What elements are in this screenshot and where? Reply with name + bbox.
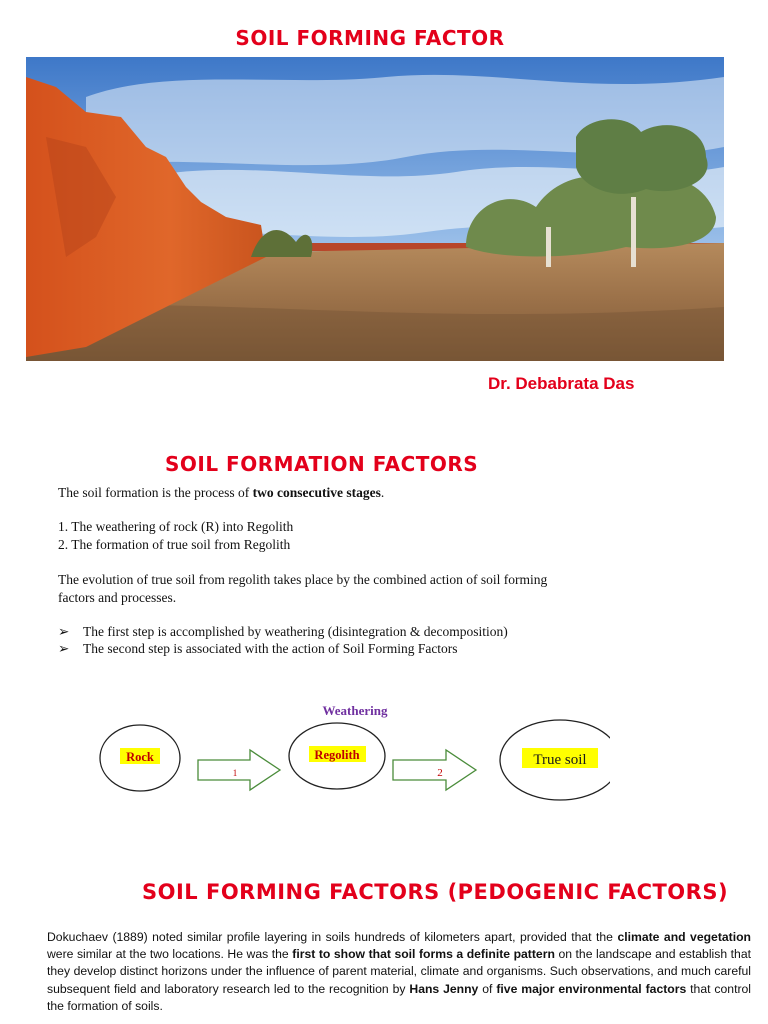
para-text: were similar at the two locations. He was the [47, 947, 293, 962]
evolution-text: The evolution of true soil from regolith takes place by the combined action of soil forming [58, 572, 548, 587]
para-bold: first to show that soil forms a definite pattern [292, 947, 555, 962]
intro-text [58, 484, 384, 502]
arrow-2-label: 2 [437, 767, 443, 779]
dokuchaev-paragraph [47, 929, 751, 1015]
para-text: that control the formation of soils. [47, 981, 751, 1013]
intro-suffix: . [380, 485, 385, 500]
bullet-text: The first step is accomplished by weathering (disintegration & decomposition) [83, 624, 508, 639]
para-bold: Hans Jenny [409, 981, 479, 996]
page-title: SOIL FORMING FACTOR [235, 26, 505, 50]
arrow-2 [393, 750, 476, 790]
arrow-1 [198, 750, 280, 790]
intro-prefix: The soil formation is the process of [58, 485, 253, 500]
intro-bold: two consecutive stages [252, 485, 381, 500]
regolith-label: Regolith [314, 748, 360, 762]
arrow-bullet-icon: ➢ [58, 641, 70, 656]
diagram-caption: Weathering [322, 703, 388, 718]
para-text: on the landscape and establish that they develop distinct horizons under the influence of parent material, climate and organisms. Such observations, and much careful subsequent field and laboratory research led to the recognition by [47, 947, 751, 996]
author-name: Dr. Debabrata Das [488, 374, 635, 393]
arrow-bullet-icon: ➢ [58, 624, 70, 639]
landscape-photo [26, 57, 724, 361]
para-text: of [478, 981, 497, 996]
para-text: Dokuchaev (1889) noted similar profile layering in soils hundreds of kilometers apart, provided that the [47, 930, 618, 944]
para-bold: climate and vegetation [617, 930, 751, 944]
true-soil-label: True soil [533, 752, 587, 768]
section-title-soil-formation-factors: SOIL FORMATION FACTORS [165, 452, 479, 476]
evolution-text: factors and processes. [58, 590, 177, 605]
arrow-1-label: 1 [232, 768, 238, 778]
stage-item: 2. The formation of true soil from Regolith [58, 537, 291, 552]
para-bold: five major environmental factors [496, 981, 687, 996]
bullet-text: The second step is associated with the action of Soil Forming Factors [83, 641, 458, 656]
bullet-item [58, 623, 508, 641]
rock-label: Rock [126, 750, 154, 764]
bullet-item [58, 640, 458, 658]
weathering-diagram [90, 698, 610, 813]
stage-item: 1. The weathering of rock (R) into Regolith [58, 519, 294, 534]
section-title-pedogenic-factors: SOIL FORMING FACTORS (PEDOGENIC FACTORS) [142, 880, 729, 904]
